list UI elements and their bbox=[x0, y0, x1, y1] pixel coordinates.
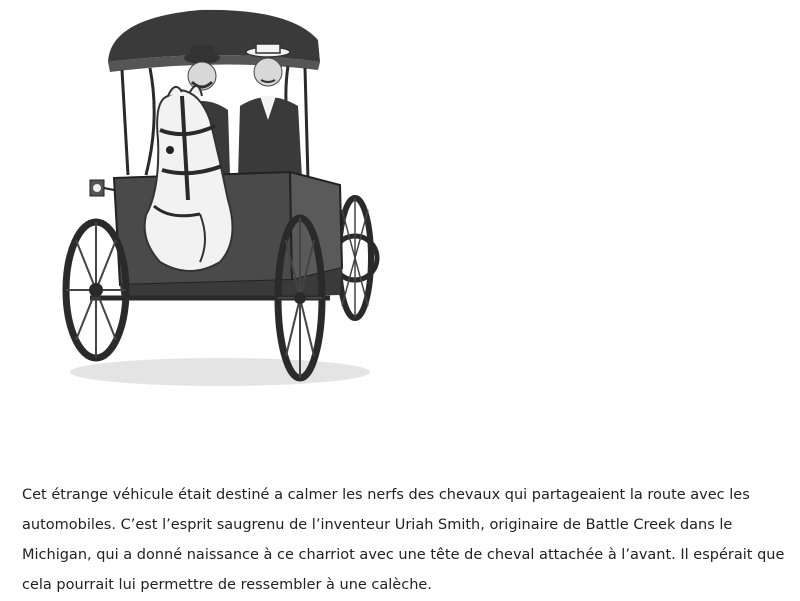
carriage-illustration bbox=[50, 0, 390, 400]
carriage-side bbox=[290, 172, 342, 280]
caption-text: Cet étrange véhicule était destiné a calmer les nerfs des chevaux qui partageaient la route avec les automobiles. C’est l’esprit saugrenu de l’inventeur Uriah Smith, originaire de Battle Creek dans le Michigan, qui a donné naissance à ce charriot avec une tête de cheval attachée à l’avant. Il espérait que cela pourrait lui permettre de ressembler à une calèche. bbox=[22, 487, 785, 593]
ground-shadow bbox=[70, 358, 370, 386]
front-left-wheel bbox=[66, 222, 126, 358]
front-right-wheel bbox=[278, 218, 322, 378]
lamp bbox=[90, 180, 114, 196]
